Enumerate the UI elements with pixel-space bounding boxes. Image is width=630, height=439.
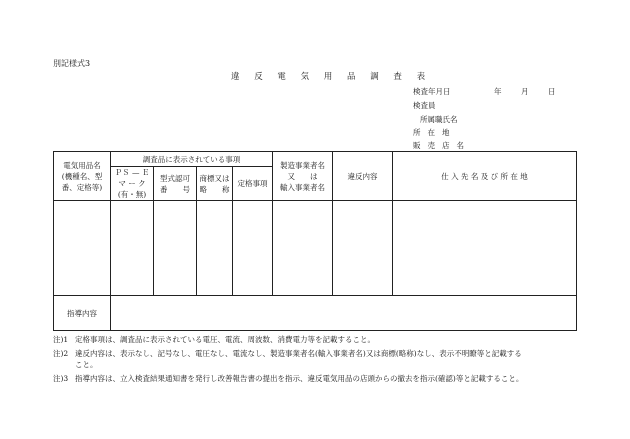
survey-table <box>53 151 577 331</box>
col-header-supplier: 仕 入 先 名 及 び 所 在 地 <box>393 152 577 201</box>
note-1-prefix: 注)1 <box>53 335 69 344</box>
note-2-continuation <box>53 359 98 370</box>
location-row <box>413 127 457 139</box>
form-id: 別記様式3 <box>53 59 91 68</box>
data-row <box>54 201 577 296</box>
note-3-prefix: 注)3 <box>53 374 69 383</box>
cell-trademark[interactable] <box>197 201 233 296</box>
col-header-group: 調査品に表示されている事項 <box>111 152 273 167</box>
note-2-prefix: 注)2 <box>53 349 69 358</box>
cell-manufacturer[interactable] <box>273 201 333 296</box>
col-header-product: 電気用品名 (機種名、型 番、定格等) <box>54 152 111 201</box>
header-date-row <box>413 86 573 98</box>
guidance-content-cell[interactable] <box>111 296 577 331</box>
col-header-pse: ＰＳ — Ｅ マ ー ク (有・無) <box>111 167 154 201</box>
day-unit: 日 <box>548 87 556 96</box>
location-label: 所在地 <box>413 128 457 137</box>
month-unit: 月 <box>521 87 529 96</box>
note-1-text: 定格事項は、調査品に表示されている電圧、電流、周波数、消費電力等を記載すること。 <box>75 335 375 344</box>
cell-supplier[interactable] <box>393 201 577 296</box>
inspector-label: 検査員 <box>413 101 436 110</box>
note-3 <box>53 373 523 384</box>
affiliation-label: 所属職氏名 <box>420 115 458 124</box>
cell-pse[interactable] <box>111 201 154 296</box>
cell-rating[interactable] <box>233 201 273 296</box>
year-unit: 年 <box>494 87 502 96</box>
guidance-label: 指導内容 <box>54 296 111 331</box>
page-title: 違 反 電 気 用 品 調 査 表 <box>231 72 432 82</box>
date-label: 検査年月日 <box>413 87 451 96</box>
col-header-violation: 違反内容 <box>333 152 393 201</box>
inspector-row <box>413 100 436 112</box>
note-1 <box>53 334 375 345</box>
note-2-cont: こと。 <box>75 360 98 369</box>
col-header-manufacturer: 製造事業者名 又 は 輸入事業者名 <box>273 152 333 201</box>
guidance-row <box>54 296 577 331</box>
affiliation-row <box>420 114 458 126</box>
cell-product[interactable] <box>54 201 111 296</box>
note-2-text: 違反内容は、表示なし、記号なし、電圧なし、電流なし、製造事業者名(輸入事業者名)又は商標(略称)なし、表示不明瞭等と記載する <box>75 349 522 358</box>
col-header-rating: 定格事項 <box>233 167 273 201</box>
cell-type-approval[interactable] <box>154 201 197 296</box>
note-3-text: 指導内容は、立入検査結果通知書を発行し改善報告書の提出を指示、違反電気用品の店頭からの撤去を指示(確認)等と記載すること。 <box>75 374 524 383</box>
cell-violation[interactable] <box>333 201 393 296</box>
store-label: 販売店名 <box>413 141 471 150</box>
col-header-trademark: 商標又は 略 称 <box>197 167 233 201</box>
note-2 <box>53 348 522 359</box>
col-header-type-approval: 型式認可 番 号 <box>154 167 197 201</box>
